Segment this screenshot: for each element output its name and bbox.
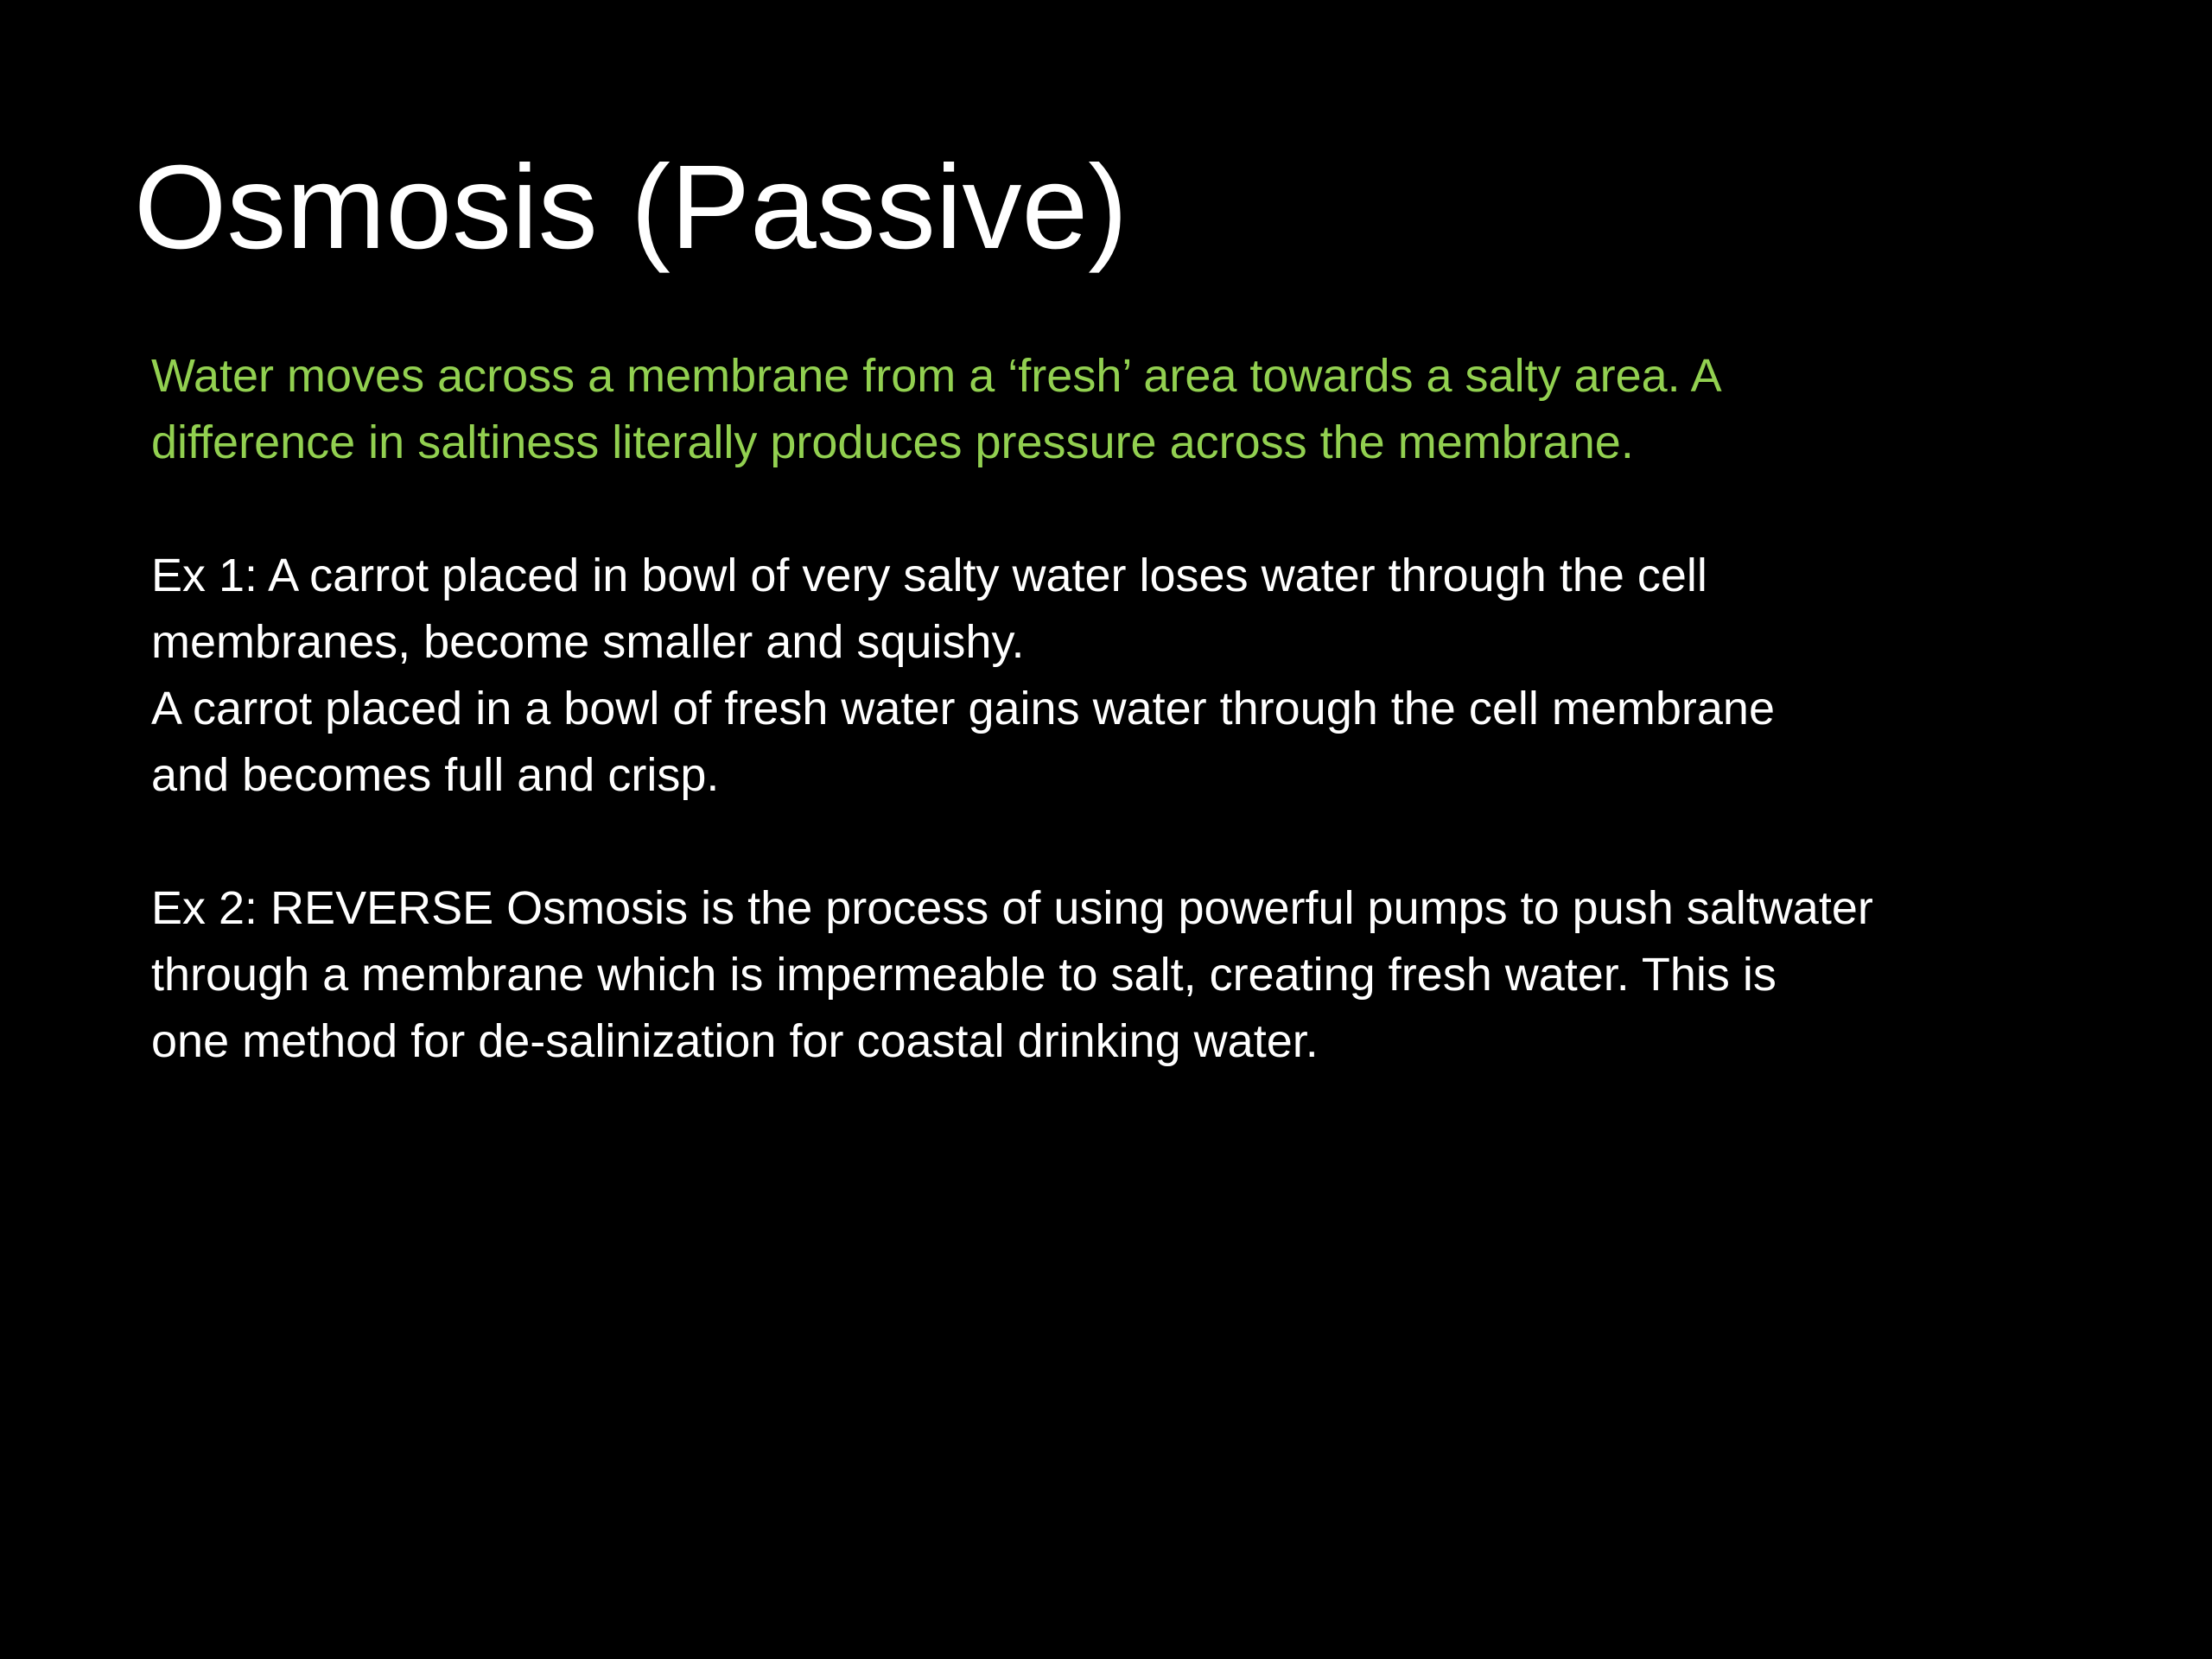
example-1-paragraph <box>151 543 2095 809</box>
intro-line: difference in saltiness literally produces pressure across the membrane. <box>151 416 1634 468</box>
example-1-line: Ex 1: A carrot placed in bowl of very salty water loses water through the cell <box>151 550 1707 601</box>
paragraph-spacer <box>151 809 2095 875</box>
paragraph-spacer <box>151 476 2095 543</box>
slide-title: Osmosis (Passive) <box>134 141 1128 274</box>
example-1-line: membranes, become smaller and squishy. <box>151 616 1025 668</box>
intro-line: Water moves across a membrane from a ‘fresh’ area towards a salty area. A <box>151 350 1722 402</box>
example-2-line: Ex 2: REVERSE Osmosis is the process of using powerful pumps to push saltwater <box>151 882 1873 934</box>
example-2-line: through a membrane which is impermeable to salt, creating fresh water. This is <box>151 949 1777 1001</box>
slide-body <box>151 343 2095 1075</box>
example-2-line: one method for de-salinization for coastal drinking water. <box>151 1015 1319 1067</box>
intro-paragraph <box>151 343 2095 476</box>
example-1-line: A carrot placed in a bowl of fresh water gains water through the cell membrane <box>151 683 1775 734</box>
example-2-paragraph <box>151 875 2095 1075</box>
example-1-line: and becomes full and crisp. <box>151 749 720 801</box>
